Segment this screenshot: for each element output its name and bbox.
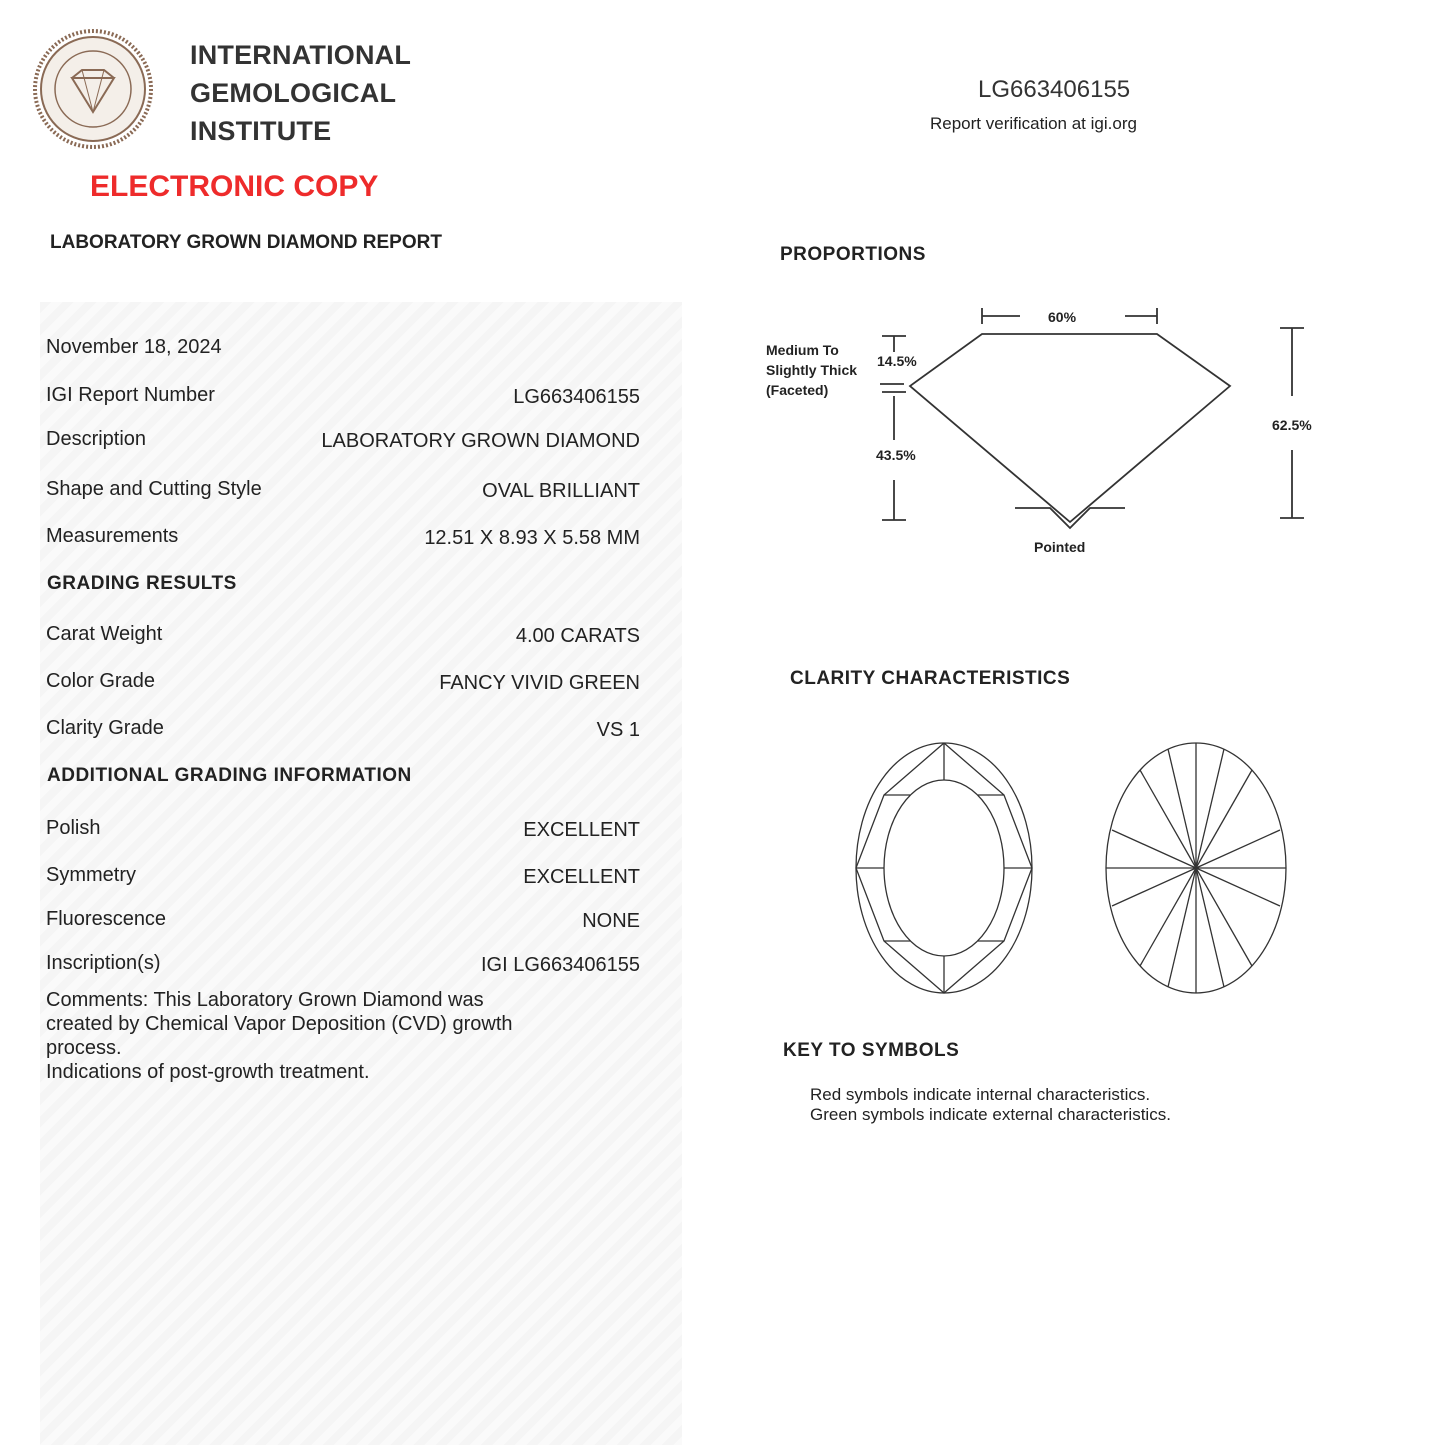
row-label-report-number: IGI Report Number [46, 384, 215, 406]
clarity-characteristics-heading: CLARITY CHARACTERISTICS [790, 668, 1071, 689]
row-value-measurements: 12.51 X 8.93 X 5.58 MM [424, 527, 640, 549]
proportions-heading: PROPORTIONS [780, 244, 926, 265]
comments-line-2: created by Chemical Vapor Deposition (CVD) growth [46, 1013, 513, 1035]
total-depth-label: 62.5% [1272, 417, 1312, 433]
row-label-carat: Carat Weight [46, 623, 163, 645]
additional-info-heading: ADDITIONAL GRADING INFORMATION [47, 765, 412, 786]
row-value-polish: EXCELLENT [523, 819, 640, 841]
pavilion-depth-label: 43.5% [876, 447, 916, 463]
igi-seal-logo [32, 28, 154, 150]
row-value-fluorescence: NONE [582, 910, 640, 932]
row-value-carat: 4.00 CARATS [515, 625, 640, 647]
electronic-copy-label: ELECTRONIC COPY [90, 170, 379, 203]
grading-results-heading: GRADING RESULTS [47, 573, 237, 594]
institute-name-line-2: GEMOLOGICAL [190, 78, 397, 108]
verification-note: Report verification at igi.org [930, 114, 1137, 133]
proportions-diagram [760, 300, 1320, 565]
row-value-symmetry: EXCELLENT [523, 866, 640, 888]
row-value-color: FANCY VIVID GREEN [439, 672, 640, 694]
report-number-header: LG663406155 [978, 76, 1131, 103]
institute-name-line-1: INTERNATIONAL [190, 40, 412, 70]
row-value-shape: OVAL BRILLIANT [482, 480, 640, 502]
report-title: LABORATORY GROWN DIAMOND REPORT [50, 232, 442, 253]
report-date: November 18, 2024 [46, 336, 222, 358]
key-line-red: Red symbols indicate internal characteristics. [810, 1085, 1151, 1104]
row-label-color: Color Grade [46, 670, 155, 692]
row-label-shape: Shape and Cutting Style [46, 478, 262, 500]
row-label-measurements: Measurements [46, 525, 179, 547]
comments-line-3: process. [46, 1037, 122, 1059]
culet-label: Pointed [1034, 539, 1086, 555]
crown-height-label: 14.5% [877, 353, 917, 369]
row-label-description: Description [46, 428, 147, 450]
pavilion-view-oval [1106, 743, 1286, 993]
key-to-symbols-heading: KEY TO SYMBOLS [783, 1040, 960, 1061]
table-percent-label: 60% [1048, 309, 1077, 325]
comments-block [46, 988, 636, 1084]
girdle-label-line-2: Slightly Thick [766, 362, 858, 378]
row-label-fluorescence: Fluorescence [46, 908, 167, 930]
row-value-description: LABORATORY GROWN DIAMOND [321, 430, 640, 452]
clarity-plot-diagram [840, 735, 1310, 1005]
row-label-polish: Polish [46, 817, 101, 839]
girdle-label-line-3: (Faceted) [766, 382, 829, 398]
row-value-inscription: IGI LG663406155 [480, 954, 640, 976]
row-label-inscription: Inscription(s) [46, 952, 161, 974]
row-value-report-number: LG663406155 [513, 386, 640, 408]
institute-name-line-3: INSTITUTE [190, 116, 332, 146]
comments-line-1: Comments: This Laboratory Grown Diamond was [46, 989, 484, 1011]
crown-view-oval [856, 743, 1032, 993]
comments-line-4: Indications of post-growth treatment. [46, 1061, 370, 1083]
girdle-label-line-1: Medium To [766, 342, 839, 358]
diamond-profile [910, 334, 1230, 522]
row-value-clarity: VS 1 [596, 719, 640, 741]
key-line-green: Green symbols indicate external characteristics. [810, 1105, 1171, 1124]
row-label-clarity: Clarity Grade [46, 717, 164, 739]
row-label-symmetry: Symmetry [46, 864, 136, 886]
